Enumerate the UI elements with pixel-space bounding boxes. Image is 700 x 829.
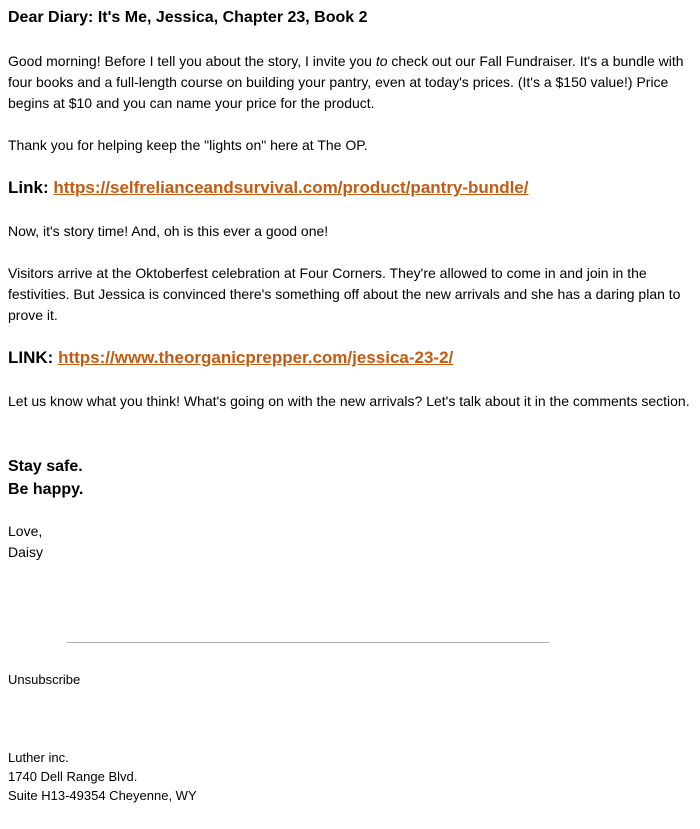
closing-signature: Daisy xyxy=(8,544,44,560)
story-summary-paragraph: Visitors arrive at the Oktoberfest celebration at Four Corners. They're allowed to come in and join in the festivities. But Jessica is convinced there's something off about the new arrivals and she has a daring plan to prove it. xyxy=(8,265,681,323)
pantry-link-line xyxy=(8,178,529,198)
intro-text-end: check out our Fall Fundraiser. It's a bundle with four books and a full-length course on building your pantry, even at today's prices. (It's a $150 value!) Price begins at $10 and you can name your price for the product. xyxy=(8,53,684,111)
address-line-2: Suite H13-49354 Cheyenne, WY xyxy=(8,788,197,803)
closing-line-1: Love, xyxy=(8,523,43,539)
story-link-label: LINK: xyxy=(8,348,54,367)
intro-emphasis: to xyxy=(375,53,388,69)
comments-paragraph: Let us know what you think! What's going on with the new arrivals? Let's talk about it in the comments section. xyxy=(8,393,690,409)
company-name: Luther inc. xyxy=(8,750,69,765)
signoff xyxy=(8,455,83,501)
intro-text-start: Good morning! Before I tell you about the story, I invite you xyxy=(8,53,376,69)
footer-address xyxy=(8,748,197,805)
address-line-1: 1740 Dell Range Blvd. xyxy=(8,769,138,784)
footer-divider xyxy=(67,642,549,643)
email-title: Dear Diary: It's Me, Jessica, Chapter 23, Book 2 xyxy=(8,9,368,26)
story-link[interactable]: https://www.theorganicprepper.com/jessica-23-2/ xyxy=(58,348,454,367)
signoff-line-1: Stay safe. xyxy=(8,458,83,475)
unsubscribe-link[interactable]: Unsubscribe xyxy=(8,672,81,687)
story-time-paragraph: Now, it's story time! And, oh is this ever a good one! xyxy=(8,223,329,239)
pantry-bundle-link[interactable]: https://selfrelianceandsurvival.com/product/pantry-bundle/ xyxy=(53,178,529,197)
unsubscribe-line xyxy=(8,670,80,689)
signoff-line-2: Be happy. xyxy=(8,481,84,498)
intro-paragraph xyxy=(8,51,692,114)
pantry-link-label: Link: xyxy=(8,178,49,197)
story-link-line xyxy=(8,348,453,368)
closing xyxy=(8,521,43,563)
thanks-paragraph: Thank you for helping keep the "lights on" here at The OP. xyxy=(8,137,368,153)
